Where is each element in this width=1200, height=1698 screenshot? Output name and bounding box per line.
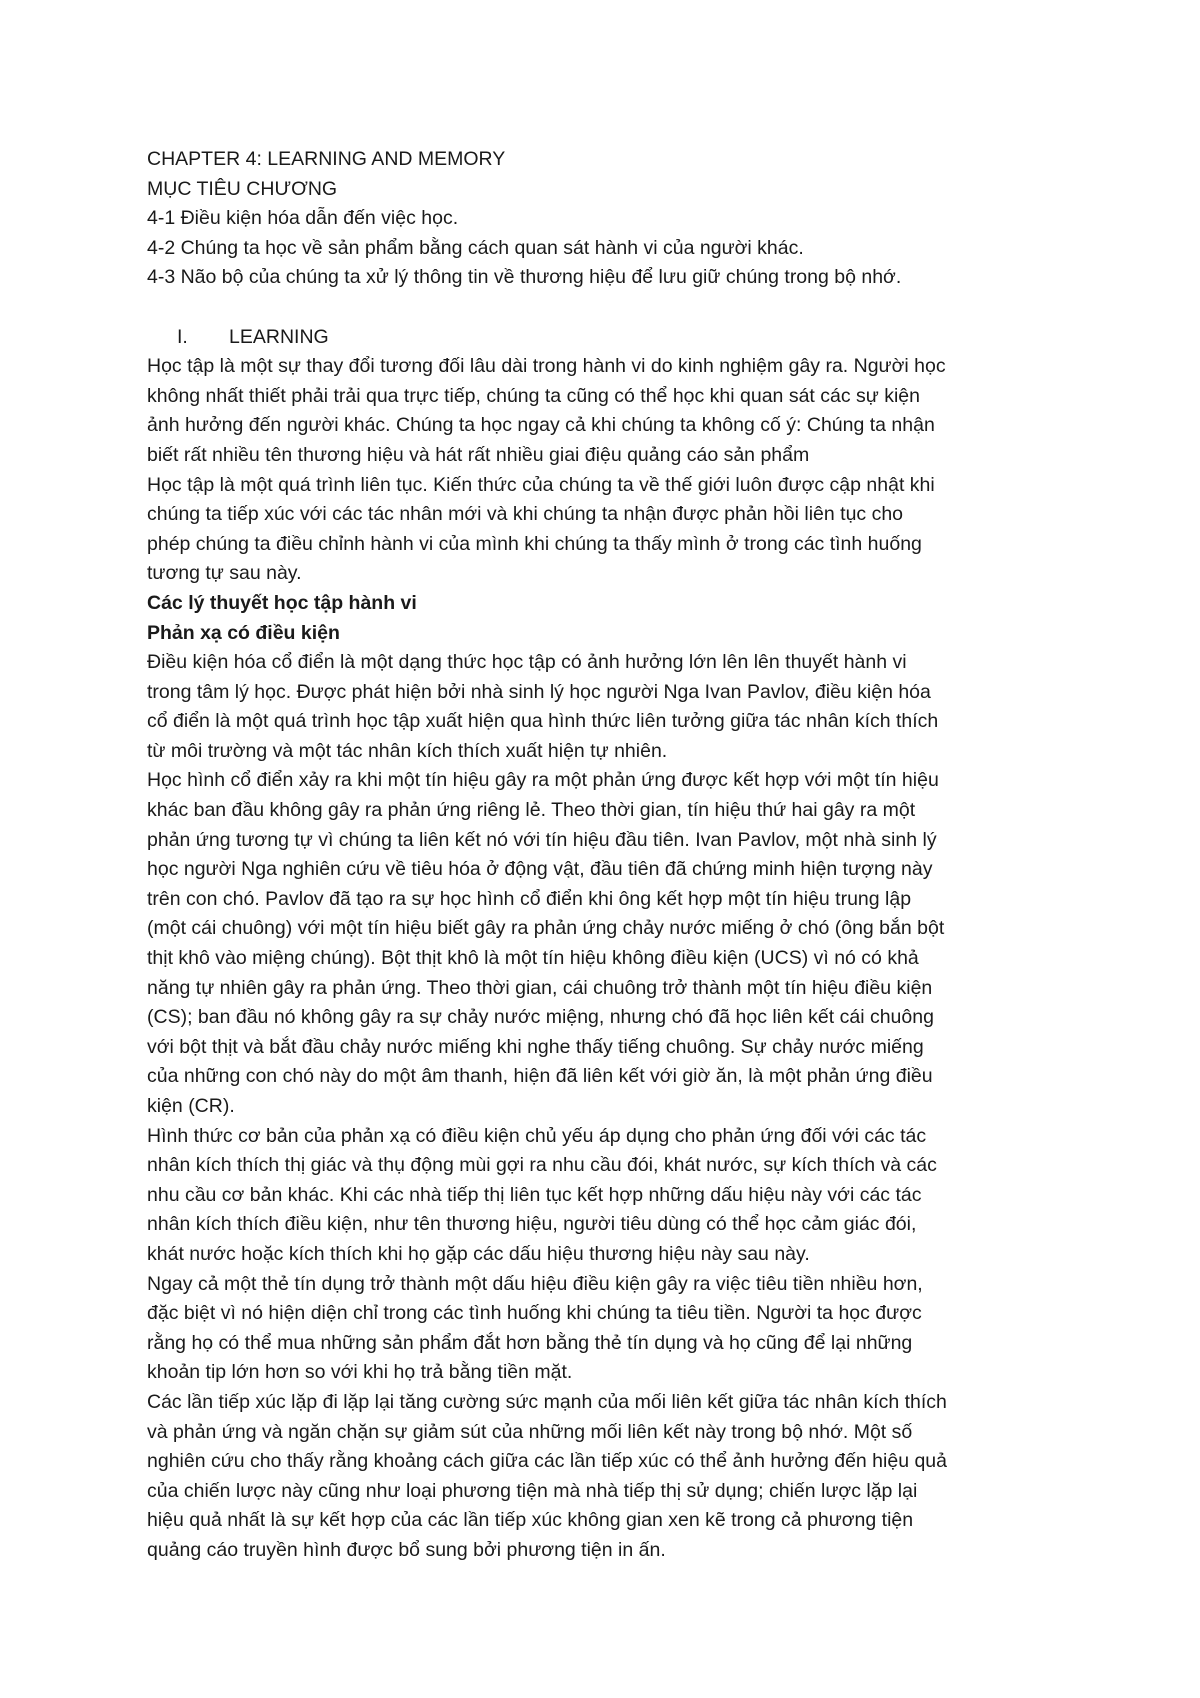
text-line: trên con chó. Pavlov đã tạo ra sự học hình cổ điển khi ông kết hợp một tín hiệu trung lập <box>147 887 912 910</box>
text-line: thịt khô vào miệng chúng). Bột thịt khô là một tín hiệu không điều kiện (UCS) vì nó có khả <box>147 947 919 970</box>
text-line: rằng họ có thể mua những sản phẩm đắt hơn bằng thẻ tín dụng và họ cũng để lại những <box>147 1331 913 1354</box>
objective-item: 4-2 Chúng ta học về sản phẩm bằng cách quan sát hành vi của người khác. <box>147 236 804 259</box>
text-line: Học hình cổ điển xảy ra khi một tín hiệu gây ra một phản ứng được kết hợp với một tín hiệu <box>147 769 939 792</box>
text-line: Học tập là một quá trình liên tục. Kiến thức của chúng ta về thế giới luôn được cập nhật khi <box>147 473 935 496</box>
text-line: với bột thịt và bắt đầu chảy nước miếng khi nghe thấy tiếng chuông. Sự chảy nước miếng <box>147 1035 924 1058</box>
paragraph-credit-card <box>147 1270 1072 1388</box>
text-line: hiệu quả nhất là sự kết hợp của các lần tiếp xúc không gian xen kẽ trong cả phương tiện <box>147 1509 914 1532</box>
text-line: nhu cầu cơ bản khác. Khi các nhà tiếp thị liên tục kết hợp những dấu hiệu này với các tác <box>147 1183 922 1206</box>
text-line: và phản ứng và ngăn chặn sự giảm sút của những mối liên kết này trong bộ nhớ. Một số <box>147 1420 913 1443</box>
section-number: I. <box>177 325 188 348</box>
objective-item: 4-1 Điều kiện hóa dẫn đến việc học. <box>147 207 459 230</box>
paragraph-basic-form <box>147 1122 1072 1270</box>
text-line: trong tâm lý học. Được phát hiện bởi nhà sinh lý học người Nga Ivan Pavlov, điều kiện hóa <box>147 680 931 703</box>
chapter-title: CHAPTER 4: LEARNING AND MEMORY <box>147 148 506 170</box>
text-line: ảnh hưởng đến người khác. Chúng ta học ngay cả khi chúng ta không cố ý: Chúng ta nhận <box>147 414 935 437</box>
text-line: của chiến lược này cũng như loại phương tiện mà nhà tiếp thị sử dụng; chiến lược lặp lại <box>147 1479 918 1502</box>
text-line: nhân kích thích điều kiện, như tên thương hiệu, người tiêu dùng có thể học cảm giác đói, <box>147 1213 917 1236</box>
text-line: Ngay cả một thẻ tín dụng trở thành một dấu hiệu điều kiện gây ra việc tiêu tiền nhiều hơn, <box>147 1272 923 1295</box>
paragraph-repetition <box>147 1388 1072 1566</box>
text-line: của những con chó này do một âm thanh, hiện đã liên kết với giờ ăn, là một phản ứng điều <box>147 1065 933 1088</box>
text-line: nhân kích thích thị giác và thụ động mùi gợi ra nhu cầu đói, khát nước, sự kích thích và các <box>147 1154 937 1177</box>
text-line: cổ điển là một quá trình học tập xuất hiện qua hình thức liên tưởng giữa tác nhân kích thích <box>147 710 939 733</box>
text-line: đặc biệt vì nó hiện diện chỉ trong các tình huống khi chúng ta tiêu tiền. Người ta học được <box>147 1302 922 1325</box>
text-line: học người Nga nghiên cứu về tiêu hóa ở động vật, đầu tiên đã chứng minh hiện tượng này <box>147 858 933 881</box>
text-line: từ môi trường và một tác nhân kích thích xuất hiện tự nhiên. <box>147 739 668 762</box>
text-line: Hình thức cơ bản của phản xạ có điều kiện chủ yếu áp dụng cho phản ứng đối với các tác <box>147 1124 927 1147</box>
section-heading <box>147 323 1072 353</box>
heading-classical-conditioning: Phản xạ có điều kiện <box>147 621 340 644</box>
text-line: nghiên cứu cho thấy rằng khoảng cách giữa các lần tiếp xúc có thể ảnh hưởng đến hiệu quả <box>147 1450 947 1473</box>
paragraph-classical-conditioning <box>147 648 1072 766</box>
objective-item: 4-3 Não bộ của chúng ta xử lý thông tin về thương hiệu để lưu giữ chúng trong bộ nhớ. <box>147 266 902 289</box>
text-line: (một cái chuông) với một tín hiệu biết gây ra phản ứng chảy nước miếng ở chó (ông bắn bột <box>147 917 945 940</box>
paragraph-pavlov <box>147 766 1072 1121</box>
text-line: khát nước hoặc kích thích khi họ gặp các dấu hiệu thương hiệu này sau này. <box>147 1242 810 1265</box>
paragraph-learning-process <box>147 471 1072 589</box>
text-line: kiện (CR). <box>147 1095 235 1117</box>
objectives-title: MỤC TIÊU CHƯƠNG <box>147 177 338 200</box>
heading-behavioral-theories: Các lý thuyết học tập hành vi <box>147 591 417 614</box>
document-body <box>147 145 1072 1566</box>
text-line: tương tự sau này. <box>147 562 302 585</box>
text-line: Học tập là một sự thay đổi tương đối lâu dài trong hành vi do kinh nghiệm gây ra. Người học <box>147 355 946 378</box>
text-line: quảng cáo truyền hình được bổ sung bởi phương tiện in ấn. <box>147 1538 666 1561</box>
section-title: LEARNING <box>229 325 329 348</box>
text-line: không nhất thiết phải trải qua trực tiếp, chúng ta cũng có thể học khi quan sát các sự kiện <box>147 384 921 407</box>
text-line: phép chúng ta điều chỉnh hành vi của mình khi chúng ta thấy mình ở trong các tình huống <box>147 532 922 555</box>
text-line: Các lần tiếp xúc lặp đi lặp lại tăng cường sức mạnh của mối liên kết giữa tác nhân kích thích <box>147 1390 947 1413</box>
blank-line <box>147 293 1072 323</box>
paragraph-learning-definition <box>147 352 1072 470</box>
text-line: khoản tip lớn hơn so với khi họ trả bằng tiền mặt. <box>147 1361 573 1384</box>
text-line: năng tự nhiên gây ra phản ứng. Theo thời gian, cái chuông trở thành một tín hiệu điều kiện <box>147 976 933 999</box>
text-line: khác ban đầu không gây ra phản ứng riêng lẻ. Theo thời gian, tín hiệu thứ hai gây ra một <box>147 799 916 822</box>
text-line: phản ứng tương tự vì chúng ta liên kết nó với tín hiệu đầu tiên. Ivan Pavlov, một nhà sinh lý <box>147 828 937 851</box>
text-line: chúng ta tiếp xúc với các tác nhân mới và khi chúng ta nhận được phản hồi liên tục cho <box>147 503 904 526</box>
text-line: Điều kiện hóa cổ điển là một dạng thức học tập có ảnh hưởng lớn lên lên thuyết hành vi <box>147 651 907 674</box>
text-line: biết rất nhiều tên thương hiệu và hát rất nhiều giai điệu quảng cáo sản phẩm <box>147 443 810 466</box>
text-line: (CS); ban đầu nó không gây ra sự chảy nước miệng, nhưng chó đã học liên kết cái chuông <box>147 1006 934 1029</box>
